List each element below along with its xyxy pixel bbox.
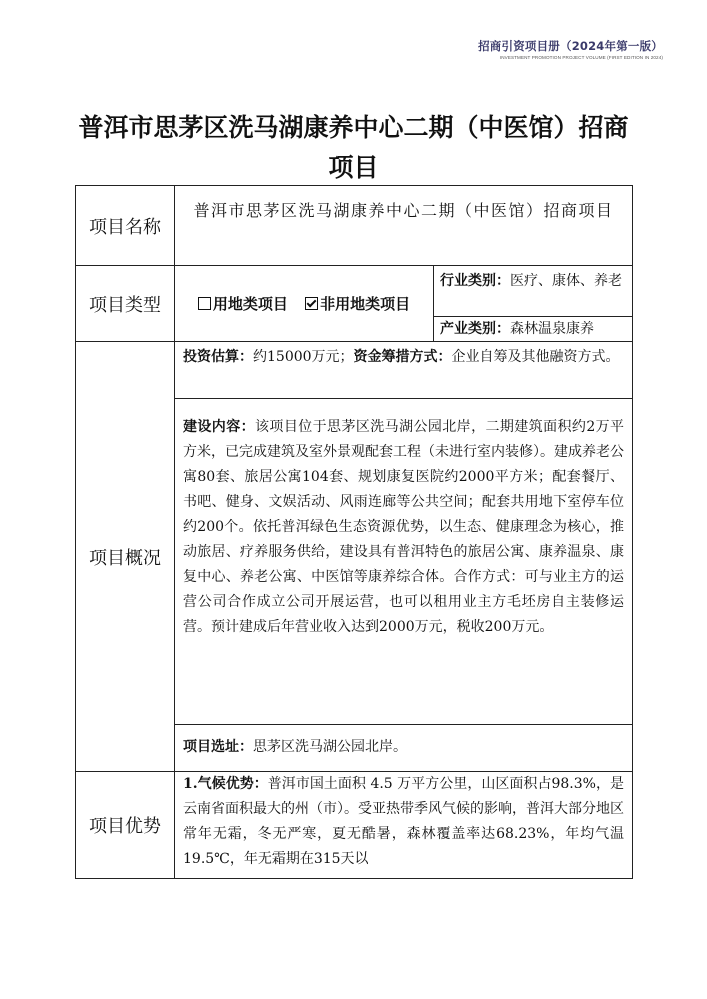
- label-project-name: 项目名称: [76, 186, 175, 266]
- construction-content: 建设内容：该项目位于思茅区洗马湖公园北岸，二期建筑面积约2万平方米，已完成建筑及室外景观配套工程（未进行室内装修）。建成养老公寓80套、旅居公寓104套、规划康复医院约2000平方米；配套餐厅、书吧、健身、文娱活动、风雨连廊等公共空间；配套共用地下室停车位约200个。依托普洱绿色生态资源优势，以生态、健康理念为核心，推动旅居、疗养服务供给，建设具有普洱特色的旅居公寓、康养温泉、康复中心、养老公寓、中医馆等康养综合体。合作方式：可与业主方的运营公司合作成立公司开展运营，也可以租用业主方毛坯房自主装修运营。预计建成后年营业收入达到2000万元，税收200万元。: [183, 419, 625, 635]
- unchecked-box-icon: [198, 297, 211, 310]
- label-overview: 项目概况: [76, 342, 175, 772]
- row-advantage: [76, 772, 633, 879]
- investment-info: 投资估算：约15000万元；资金筹措方式：企业自筹及其他融资方式。: [183, 349, 620, 365]
- page-title: 普洱市思茅区洗马湖康养中心二期（中医馆）招商项目: [78, 113, 629, 182]
- row-project-name: [76, 186, 633, 266]
- header-brand: [478, 38, 663, 60]
- project-table: [75, 185, 633, 879]
- option-nonland: 非用地类项目: [305, 295, 410, 313]
- sector-category: 产业类别：森林温泉康养: [440, 321, 594, 337]
- brand-title: 招商引资项目册（2024年第一版）: [478, 39, 663, 53]
- project-name-value: 普洱市思茅区洗马湖康养中心二期（中医馆）招商项目: [193, 201, 614, 220]
- label-advantage: 项目优势: [76, 772, 175, 879]
- project-type-options: [175, 293, 433, 314]
- row-overview: [76, 342, 633, 399]
- climate-advantage: 1.气候优势：普洱市国土面积 4.5 万平方公里，山区面积占98.3%，是云南省面积最大的州（市）。受亚热带季风气候的影响，普洱大部分地区常年无霜，冬无严寒，夏无酷暑，森林覆盖率达68.23%，年均气温19.5℃，年无霜期在315天以: [183, 776, 625, 867]
- project-site: 项目选址：思茅区洗马湖公园北岸。: [183, 739, 407, 755]
- option-land: 用地类项目: [198, 295, 288, 313]
- label-project-type: 项目类型: [76, 266, 175, 342]
- brand-subtitle: INVESTMENT PROMOTION PROJECT VOLUME (FIRST EDITION IN 2024): [499, 55, 663, 60]
- checked-box-icon: [305, 297, 318, 310]
- industry-category: 行业类别：医疗、康体、养老: [440, 273, 622, 289]
- row-project-type: [76, 266, 633, 317]
